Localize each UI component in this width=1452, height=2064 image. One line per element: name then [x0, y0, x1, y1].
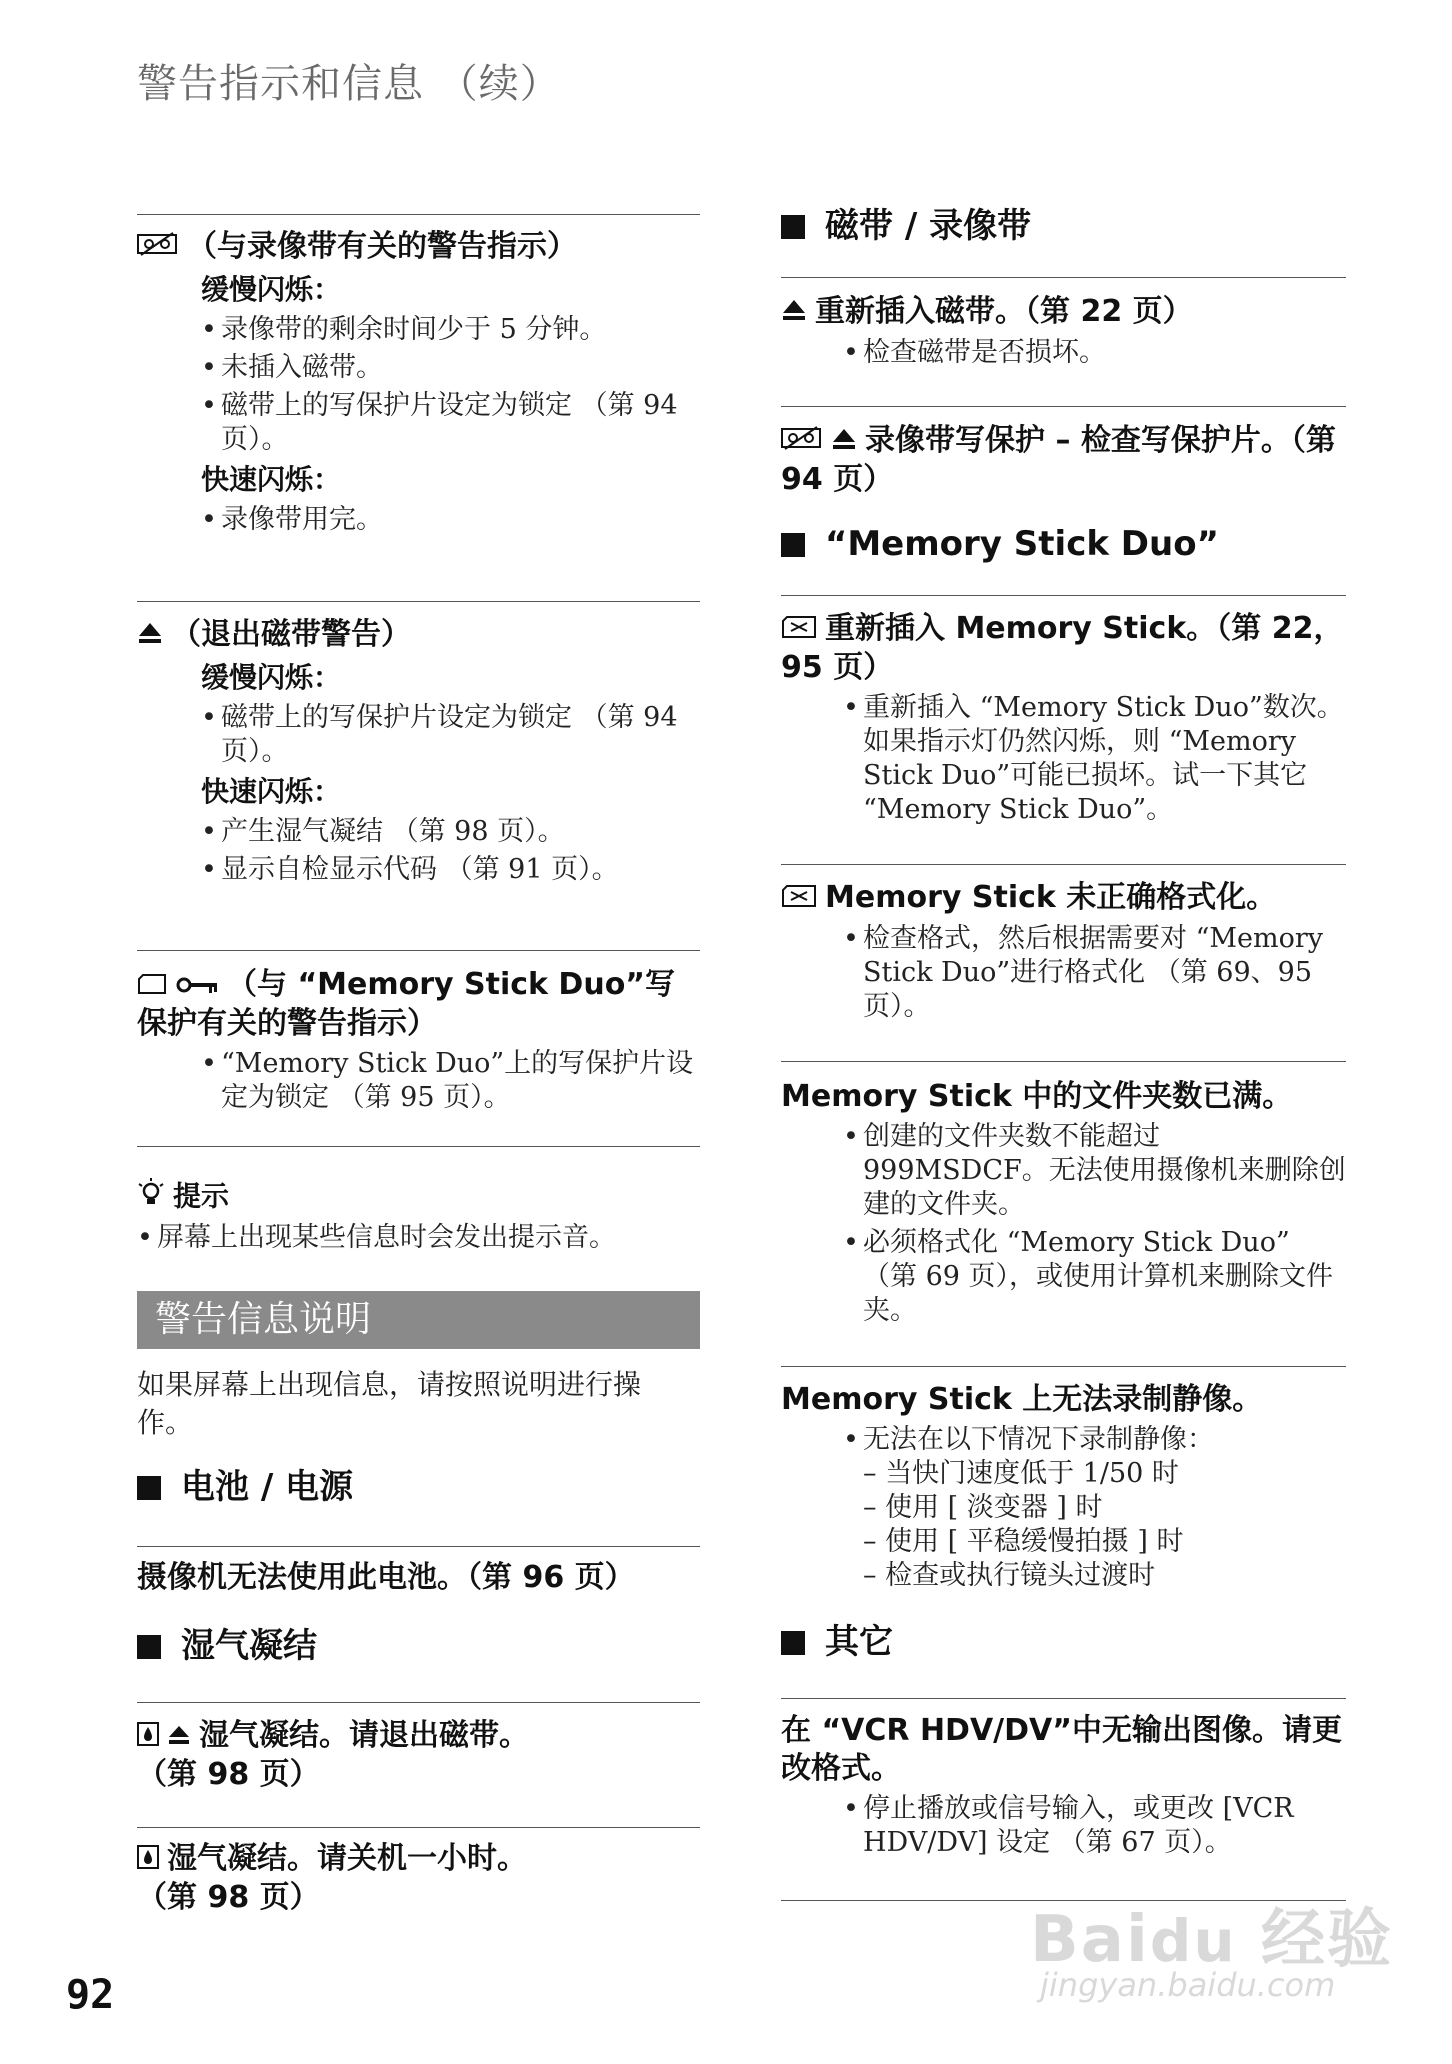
battery-heading [137, 1466, 700, 1508]
list-item: • 必须格式化 “Memory Stick Duo” （第 69 页），或使用计算机来删除文件夹。 [843, 1226, 1346, 1328]
tip-block [137, 1178, 700, 1255]
condensation-heading [137, 1625, 700, 1667]
tape-warning-title: （与录像带有关的警告指示） [187, 229, 577, 264]
battery-message: 摄像机无法使用此电池。（第 96 页） [137, 1560, 635, 1595]
key-lock-icon [175, 967, 219, 1005]
lightbulb-icon [137, 1178, 165, 1217]
watermark-logo: Baidu 经验 [1030, 1903, 1393, 1977]
moisture-icon [137, 1718, 159, 1756]
list-item: • 磁带上的写保护片设定为锁定 （第 94 页）。 [201, 701, 700, 769]
ms-format-entry [781, 879, 1346, 1024]
list-item: • 创建的文件夹数不能超过 999MSDCF。无法使用摄像机来删除创建的文件夹。 [843, 1120, 1346, 1222]
divider [781, 595, 1346, 596]
page-header-title: 警告指示和信息 （续） [137, 61, 561, 107]
section-band-title: 警告信息说明 [137, 1291, 700, 1349]
list-item: • 磁带上的写保护片设定为锁定 （第 94 页）。 [201, 389, 700, 457]
eject-warning-title: （退出磁带警告） [171, 617, 411, 652]
condensation-message-2-text: 湿气凝结。请关机一小时。（第 98 页） [137, 1841, 527, 1915]
dash-item: – 使用 [ 平稳缓慢拍摄 ] 时 [863, 1526, 1184, 1557]
list-item: • 无法在以下情况下录制静像： [843, 1423, 1346, 1457]
slow-flash-label: 缓慢闪烁： [201, 660, 342, 694]
ms-heading-text: “Memory Stick Duo” [825, 524, 1219, 564]
condensation-heading-text: 湿气凝结 [181, 1626, 317, 1666]
divider [137, 950, 700, 951]
divider [137, 214, 700, 215]
divider [781, 1061, 1346, 1062]
memory-stick-icon [137, 967, 167, 1005]
list-item: • 未插入磁带。 [201, 351, 700, 385]
fast-flash-label: 快速闪烁： [201, 462, 342, 496]
list-item: • 录像带用完。 [201, 503, 700, 537]
square-bullet-icon [781, 215, 805, 239]
condensation-message-1 [137, 1717, 537, 1794]
divider [781, 277, 1346, 278]
list-item: • 产生湿气凝结 （第 98 页）。 [201, 815, 700, 849]
ms-heading [781, 523, 1346, 565]
memory-stick-error-icon [781, 880, 817, 918]
reinsert-tape-title: 重新插入磁带。（第 22 页） [815, 294, 1193, 329]
list-item: • 屏幕上出现某些信息时会发出提示音。 [137, 1221, 700, 1255]
tape-protect-entry [781, 422, 1346, 499]
list-item: • 检查格式，然后根据需要对 “Memory Stick Duo”进行格式化 （第 69、95 页）。 [843, 922, 1346, 1024]
divider [137, 1827, 700, 1828]
eject-icon [167, 1718, 191, 1756]
reinsert-tape-entry [781, 293, 1346, 370]
ms-reinsert-entry [781, 610, 1346, 827]
divider [781, 1366, 1346, 1367]
condensation-message-1-text: 湿气凝结。请退出磁带。（第 98 页） [137, 1718, 529, 1792]
ms-full-title: Memory Stick 中的文件夹数已满。 [781, 1079, 1293, 1114]
battery-heading-text: 电池 / 电源 [181, 1467, 354, 1507]
other-heading [781, 1621, 1346, 1663]
tip-label: 提示 [173, 1179, 230, 1213]
eject-warning-entry [137, 616, 700, 887]
ms-protect-entry [137, 966, 700, 1115]
divider [137, 1702, 700, 1703]
dash-item: – 使用 [ 淡变器 ] 时 [863, 1492, 1103, 1523]
other-heading-text: 其它 [825, 1622, 893, 1662]
tape-heading-text: 磁带 / 录像带 [825, 206, 1032, 246]
tape-heading [781, 205, 1346, 247]
other-message: 在 “VCR HDV/DV”中无输出图像。请更改格式。 [781, 1713, 1342, 1786]
cassette-icon [137, 229, 179, 267]
divider [137, 1546, 700, 1547]
ms-protect-title: （与 “Memory Stick Duo”写保护有关的警告指示） [137, 967, 676, 1041]
ms-nostill-title: Memory Stick 上无法录制静像。 [781, 1382, 1263, 1417]
tape-protect-title: 录像带写保护 – 检查写保护片。（第 94 页） [781, 423, 1336, 497]
intro-text: 如果屏幕上出现信息，请按照说明进行操作。 [137, 1368, 642, 1439]
divider [781, 864, 1346, 865]
dash-item: – 当快门速度低于 1/50 时 [863, 1458, 1179, 1489]
square-bullet-icon [781, 1631, 805, 1655]
divider [137, 601, 700, 602]
list-item: • 显示自检显示代码 （第 91 页）。 [201, 853, 700, 887]
list-item: • 停止播放或信号输入，或更改 [VCR HDV/DV] 设定 （第 67 页）。 [843, 1792, 1346, 1860]
cassette-icon [781, 423, 823, 461]
watermark-url: jingyan.baidu.com [1040, 1966, 1336, 2004]
slow-flash-label: 缓慢闪烁： [201, 272, 342, 306]
page-number: 92 [66, 1972, 115, 2018]
eject-icon [781, 294, 807, 332]
list-item: • “Memory Stick Duo”上的写保护片设定为锁定 （第 95 页）。 [201, 1047, 700, 1115]
list-item: • 录像带的剩余时间少于 5 分钟。 [201, 313, 700, 347]
ms-format-title: Memory Stick 未正确格式化。 [825, 880, 1277, 915]
ms-full-entry [781, 1078, 1346, 1328]
square-bullet-icon [137, 1476, 161, 1500]
moisture-icon [137, 1841, 159, 1879]
divider [137, 1146, 700, 1147]
list-item: • 重新插入 “Memory Stick Duo”数次。如果指示灯仍然闪烁，则 “Memory Stick Duo”可能已损坏。试一下其它 “Memory Stick Duo”。 [843, 691, 1346, 827]
other-entry [781, 1712, 1346, 1860]
dash-item: – 检查或执行镜头过渡时 [863, 1560, 1156, 1591]
fast-flash-label: 快速闪烁： [201, 774, 342, 808]
tape-warning-entry [137, 228, 700, 537]
divider [781, 406, 1346, 407]
square-bullet-icon [781, 533, 805, 557]
divider [781, 1698, 1346, 1699]
list-item: • 检查磁带是否损坏。 [843, 336, 1346, 370]
ms-reinsert-title: 重新插入 Memory Stick。（第 22，95 页） [781, 611, 1344, 685]
eject-icon [831, 423, 857, 461]
eject-icon [137, 617, 163, 655]
ms-nostill-entry [781, 1381, 1346, 1593]
condensation-message-2 [137, 1840, 567, 1917]
memory-stick-error-icon [781, 611, 817, 649]
square-bullet-icon [137, 1635, 161, 1659]
